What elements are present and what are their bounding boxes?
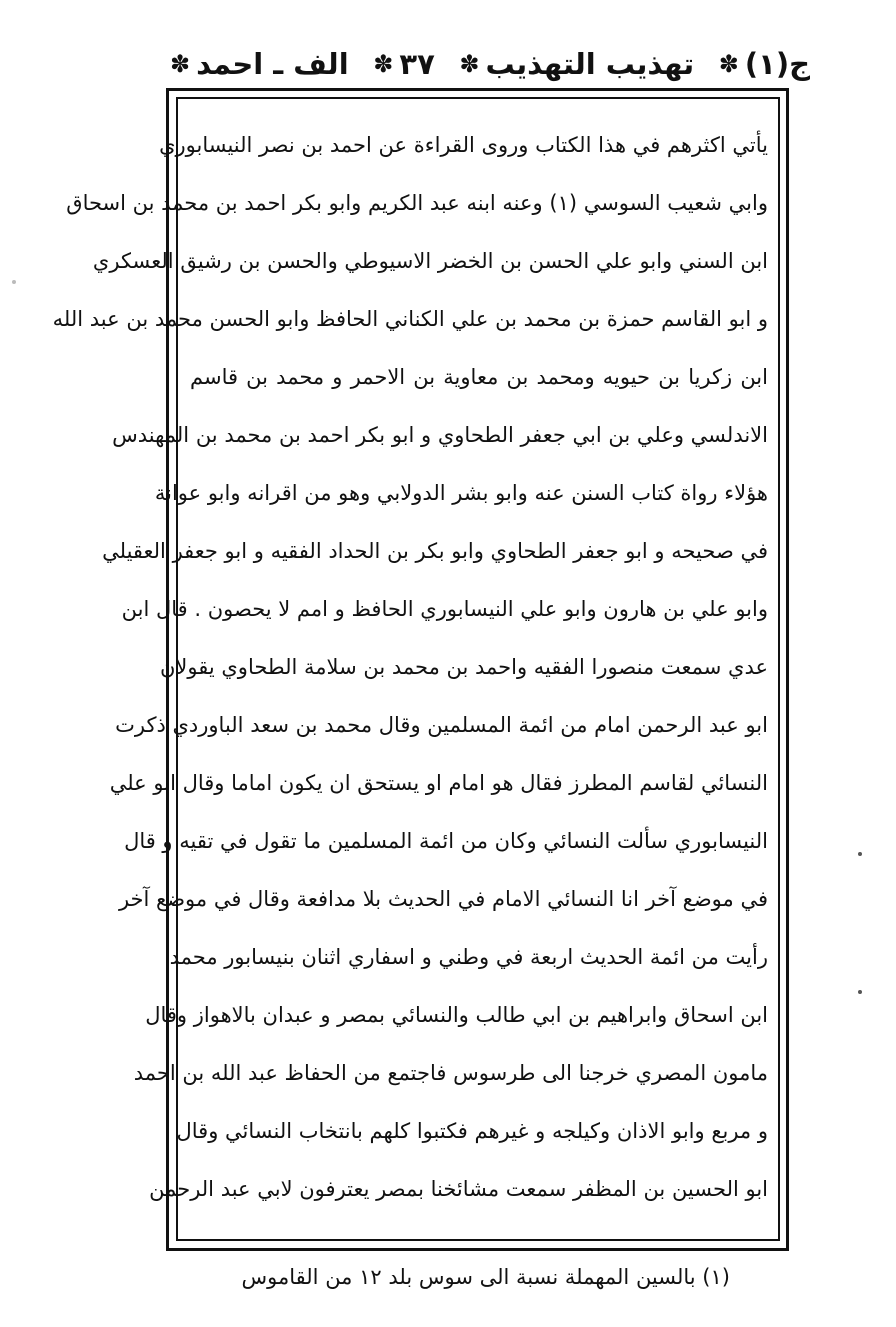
text-line: رأيت من ائمة الحديث اربعة في وطني و اسفاري اثنان بنيسابور محمد: [169, 945, 768, 969]
ornament-icon: ✽: [373, 50, 394, 78]
scan-speck: [12, 280, 16, 284]
text-line: عدي سمعت منصورا الفقيه واحمد بن محمد بن سلامة الطحاوي يقولان: [159, 655, 768, 679]
text-line: ابو عبد الرحمن امام من ائمة المسلمين وقال محمد بن سعد الباوردي ذكرت: [115, 713, 768, 737]
text-line: مامون المصري خرجنا الى طرسوس فاجتمع من الحفاظ عبد الله بن احمد: [133, 1061, 768, 1085]
section-label: الف ـ احمد: [196, 47, 349, 81]
running-header: [170, 38, 810, 90]
scan-speck: [858, 990, 862, 994]
text-line: ابن اسحاق وابراهيم بن ابي طالب والنسائي بمصر و عبدان بالاهواز وقال: [145, 1003, 768, 1027]
header-section-group: [170, 47, 349, 81]
ornament-icon: ✽: [718, 50, 739, 78]
main-text: [52, 115, 768, 1225]
header-title-group: [459, 47, 694, 81]
text-line: وابي شعيب السوسي (۱) وعنه ابنه عبد الكريم وابو بكر احمد بن محمد بن اسحاق: [66, 191, 768, 215]
ornament-icon: ✽: [459, 50, 480, 78]
text-line: ابن زكريا بن حيويه ومحمد بن معاوية بن الاحمر و محمد بن قاسم: [190, 365, 768, 389]
volume-label: ج(۱): [744, 47, 810, 81]
text-line: و ابو القاسم حمزة بن محمد بن علي الكناني الحافظ وابو الحسن محمد بن عبد الله: [52, 307, 768, 331]
text-line: هؤلاء رواة كتاب السنن عنه وابو بشر الدولابي وهو من اقرانه وابو عوانة: [154, 481, 768, 505]
text-line: الاندلسي وعلي بن ابي جعفر الطحاوي و ابو بكر احمد بن محمد بن المهندس: [112, 423, 768, 447]
text-line: يأتي اكثرهم في هذا الكتاب وروى القراءة عن احمد بن نصر النيسابوري: [159, 133, 768, 157]
ornament-icon: ✽: [170, 50, 191, 78]
text-line: و مربع وابو الاذان وكيلجه و غيرهم فكتبوا كلهم بانتخاب النسائي وقال: [176, 1119, 768, 1143]
text-line: النسائي لقاسم المطرز فقال هو امام او يستحق ان يكون اماما وقال ابو علي: [109, 771, 768, 795]
text-line: النيسابوري سألت النسائي وكان من ائمة المسلمين ما تقول في تقيه و قال: [124, 829, 768, 853]
text-line: ابن السني وابو علي الحسن بن الخضر الاسيوطي والحسن بن رشيق العسكري: [92, 249, 768, 273]
text-line: وابو علي بن هارون وابو علي النيسابوري الحافظ و امم لا يحصون . قال ابن: [121, 597, 768, 621]
header-volume-group: [719, 47, 810, 81]
footnote: (۱) بالسين المهملة نسبة الى سوس بلد ۱۲ من القاموس: [241, 1265, 730, 1289]
text-line: في موضع آخر انا النسائي الامام في الحديث بلا مدافعة وقال في موضع آخر: [118, 887, 768, 911]
book-title: تهذيب التهذيب: [485, 47, 695, 81]
text-line: ابو الحسين بن المظفر سمعت مشائخنا بمصر يعترفون لابي عبد الرحمن: [149, 1177, 768, 1201]
page-number: ۳۷: [399, 47, 435, 81]
header-page-group: [373, 47, 435, 81]
scan-speck: [858, 852, 862, 856]
text-line: في صحيحه و ابو جعفر الطحاوي وابو بكر بن الحداد الفقيه و ابو جعفر العقيلي: [102, 539, 768, 563]
